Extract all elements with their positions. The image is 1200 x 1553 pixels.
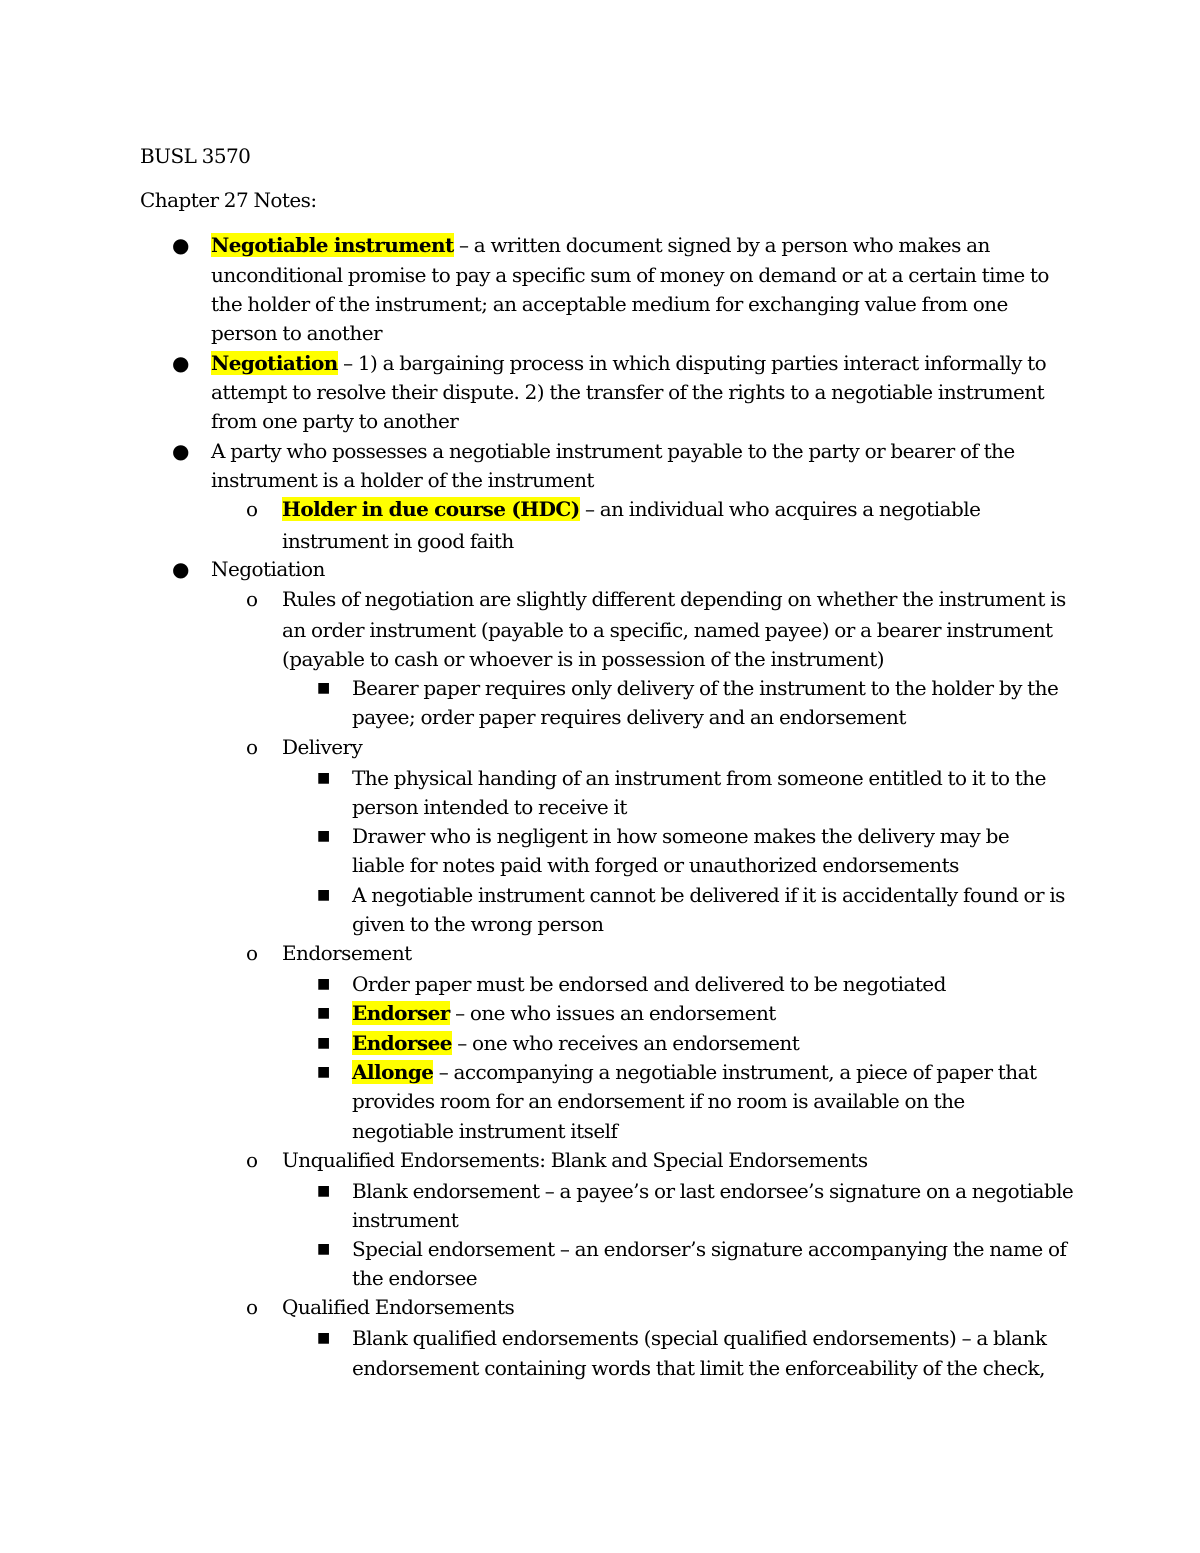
definition-text: – a written document signed by a person who makes an [453,233,990,257]
sub-sub-bullet-marker: ■ [317,680,331,696]
highlighted-term: Negotiable instrument [211,233,454,257]
sub-bullet-marker: o [246,497,259,521]
list-item-hdc [282,495,980,523]
list-item-physical-handing: The physical handing of an instrument from someone entitled to it to the [352,766,1046,790]
definition-continuation: from one party to another [211,409,459,433]
definition-text: – one who receives an endorsement [451,1031,800,1055]
definition-text: – one who issues an endorsement [449,1001,776,1025]
sub-sub-bullet-marker: ■ [317,828,331,844]
sub-bullet-marker: o [246,1148,259,1172]
definition-continuation: unconditional promise to pay a specific sum of money on demand or at a certain time to [211,263,1049,287]
definition-continuation: instrument [352,1208,459,1232]
chapter-heading: Chapter 27 Notes: [140,188,317,212]
list-item-endorser [352,999,776,1027]
list-item-negotiable-instrument [211,231,990,259]
list-item-blank-endorsement: Blank endorsement – a payee’s or last endorsee’s signature on a negotiable [352,1179,1074,1203]
sub-sub-bullet-marker: ■ [317,1183,331,1199]
sub-bullet-marker: o [246,587,259,611]
definition-text: – accompanying a negotiable instrument, a piece of paper that [433,1060,1037,1084]
sub-sub-bullet-marker: ■ [317,1035,331,1051]
course-code: BUSL 3570 [140,144,251,168]
list-item-accidentally-found: A negotiable instrument cannot be delivered if it is accidentally found or is [352,883,1065,907]
definition-continuation: the endorsee [352,1266,478,1290]
list-item-special-endorsement: Special endorsement – an endorser’s signature accompanying the name of [352,1237,1067,1261]
highlighted-term: Holder in due course (HDC) [282,497,580,521]
sub-bullet-marker: o [246,1295,259,1319]
definition-continuation: instrument in good faith [282,529,514,553]
list-item-holder: A party who possesses a negotiable instrument payable to the party or bearer of the [211,439,1015,463]
list-item-negotiation: Negotiation [211,557,325,581]
bullet-marker: ● [172,351,190,375]
list-item-endorsee [352,1029,799,1057]
list-item-rules: Rules of negotiation are slightly different depending on whether the instrument is [282,587,1066,611]
list-item-negligent-drawer: Drawer who is negligent in how someone makes the delivery may be [352,824,1010,848]
bullet-marker: ● [172,557,190,581]
highlighted-term: Allonge [352,1060,434,1084]
sub-sub-bullet-marker: ■ [317,1005,331,1021]
definition-continuation: the holder of the instrument; an acceptable medium for exchanging value from one [211,292,1008,316]
highlighted-term: Negotiation [211,351,338,375]
sub-sub-bullet-marker: ■ [317,887,331,903]
definition-text: – an individual who acquires a negotiable [579,497,981,521]
sub-sub-bullet-marker: ■ [317,1064,331,1080]
list-item-order-paper: Order paper must be endorsed and delivered to be negotiated [352,972,946,996]
sub-bullet-marker: o [246,941,259,965]
sub-sub-bullet-marker: ■ [317,1330,331,1346]
definition-continuation: person intended to receive it [352,795,627,819]
list-item-blank-qualified-endorsements: Blank qualified endorsements (special qualified endorsements) – a blank [352,1326,1047,1350]
sub-sub-bullet-marker: ■ [317,976,331,992]
definition-continuation: liable for notes paid with forged or unauthorized endorsements [352,853,959,877]
definition-continuation: negotiable instrument itself [352,1119,618,1143]
list-item-endorsement: Endorsement [282,941,412,965]
list-item-allonge [352,1058,1036,1086]
sub-sub-bullet-marker: ■ [317,1241,331,1257]
list-item-bearer-paper: Bearer paper requires only delivery of the instrument to the holder by the [352,676,1059,700]
definition-continuation: (payable to cash or whoever is in possession of the instrument) [282,647,884,671]
list-item-qualified-endorsements: Qualified Endorsements [282,1295,515,1319]
definition-continuation: an order instrument (payable to a specific, named payee) or a bearer instrument [282,618,1053,642]
sub-sub-bullet-marker: ■ [317,770,331,786]
definition-text: – 1) a bargaining process in which disputing parties interact informally to [337,351,1047,375]
definition-continuation: attempt to resolve their dispute. 2) the transfer of the rights to a negotiable instrument [211,380,1045,404]
highlighted-term: Endorser [352,1001,450,1025]
list-item-negotiation-definition [211,349,1046,377]
list-item-delivery: Delivery [282,735,363,759]
highlighted-term: Endorsee [352,1031,452,1055]
list-item-unqualified-endorsements: Unqualified Endorsements: Blank and Special Endorsements [282,1148,868,1172]
definition-continuation: provides room for an endorsement if no room is available on the [352,1089,965,1113]
definition-continuation: payee; order paper requires delivery and an endorsement [352,705,906,729]
sub-bullet-marker: o [246,735,259,759]
definition-continuation: instrument is a holder of the instrument [211,468,594,492]
definition-continuation: given to the wrong person [352,912,604,936]
bullet-marker: ● [172,439,190,463]
bullet-marker: ● [172,233,190,257]
definition-continuation: person to another [211,321,382,345]
definition-continuation: endorsement containing words that limit the enforceability of the check, [352,1356,1045,1380]
